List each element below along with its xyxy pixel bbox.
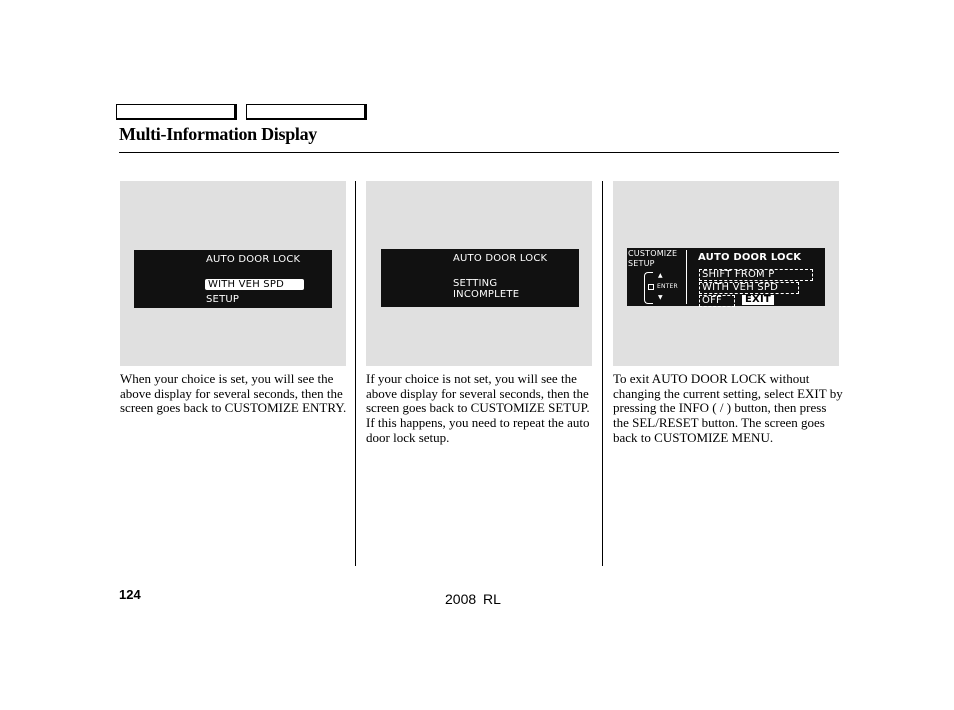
down-arrow-icon: ▼: [658, 294, 663, 301]
option-exit-selected: EXIT: [742, 295, 774, 305]
selected-option: WITH VEH SPD: [205, 279, 304, 290]
display-screen-2: [381, 249, 579, 307]
column-divider-1: [355, 181, 356, 566]
display-figure-3: [613, 181, 839, 366]
display-screen-1: [134, 250, 332, 308]
panel-2-text: If your choice is not set, you will see the above display for several seconds, then the screen goes back to CUSTOMIZE SETUP. If this happens, you need to repeat the auto door lock setup.: [366, 371, 590, 445]
up-arrow-icon: ▲: [658, 272, 663, 279]
screen-title: AUTO DOOR LOCK: [206, 254, 301, 265]
title-divider: [119, 152, 839, 153]
header-tab-2: [246, 104, 367, 120]
menu-label-1: CUSTOMIZE: [628, 249, 678, 258]
display-figure-2: [366, 181, 592, 366]
option-off: OFF: [699, 295, 735, 307]
screen-line-3: SETUP: [206, 294, 240, 305]
column-divider-2: [602, 181, 603, 566]
screen-divider: [686, 250, 687, 304]
screen-line-2: SETTING: [453, 278, 498, 289]
footer-model: 2008 RL: [445, 591, 501, 607]
display-screen-3: [627, 248, 825, 306]
panel-3-text: To exit AUTO DOOR LOCK without changing the current setting, select EXIT by pressing the INFO ( / ) button, then press the SEL/RESET button. The screen goes back to CUSTOMIZE MENU.: [613, 371, 843, 445]
option-shift-from-p: SHIFT FROM P: [699, 269, 813, 281]
menu-label-2: SETUP: [628, 259, 655, 268]
option-with-veh-spd: WITH VEH SPD: [699, 282, 799, 294]
page-title: Multi-Information Display: [119, 124, 318, 144]
panel-1-text: When your choice is set, you will see the above display for several seconds, then the screen goes back to CUSTOMIZE ENTRY.: [120, 371, 347, 416]
enter-label: ENTER: [657, 283, 678, 290]
page-number: 124: [119, 587, 141, 602]
display-figure-1: [120, 181, 346, 366]
header-tab-1: [116, 104, 237, 120]
screen-line-3: INCOMPLETE: [453, 289, 520, 300]
selector-mark-icon: [648, 284, 654, 290]
screen-title: AUTO DOOR LOCK: [453, 253, 548, 264]
screen-title: AUTO DOOR LOCK: [698, 252, 802, 263]
